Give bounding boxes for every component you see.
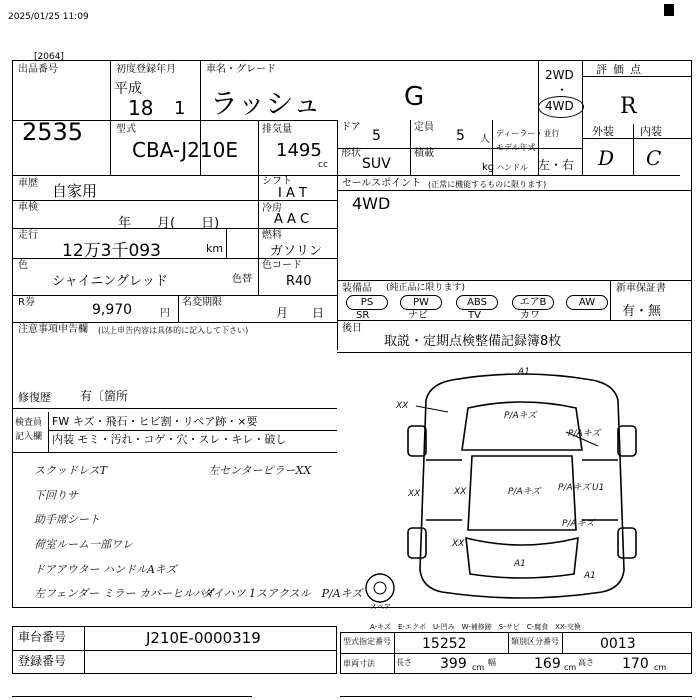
lot-number: 2535: [22, 118, 84, 146]
hand-note-6: 左フェンダー ミラー カバーヒルパイ: [34, 587, 216, 600]
vehicle-grade: G: [404, 82, 425, 112]
length-label: 長さ: [396, 658, 412, 667]
color-change-label: 色替: [232, 274, 252, 285]
inspector-row-1: FW キズ・飛石・ヒビ割・リペア跡・×要: [52, 415, 258, 428]
sales-point-value: 4WD: [352, 194, 391, 213]
timestamp: 2025/01/25 11:09: [8, 12, 89, 22]
dealer-label: ディーラー・並行: [496, 129, 560, 138]
registration-month: 1: [174, 98, 186, 119]
lot-label: 出品番号: [18, 64, 58, 75]
model-label: 型式: [116, 124, 136, 135]
repair-label: 修復歴: [18, 391, 51, 404]
mark-hood-pa: P/Aキズ: [504, 411, 537, 421]
exterior-label: 外装: [592, 125, 614, 138]
mark-left-rear-xx: XX: [452, 539, 465, 549]
drive-dot: ・: [556, 83, 569, 97]
mark-right-front-pa: P/Aキズ: [568, 429, 601, 439]
registration-year: 18: [128, 96, 154, 120]
inspection-value: 年 月( 日): [118, 216, 220, 231]
notes-label: 注意事項申告欄: [18, 324, 88, 335]
body-value: SUV: [362, 156, 391, 172]
fuel-label: 燃料: [262, 230, 282, 241]
doors-label: ドア: [341, 122, 361, 133]
damage-diagram: [352, 360, 688, 610]
hand-note-3: 助手席シート: [34, 513, 100, 526]
grade-value: R: [620, 94, 637, 119]
drive-4wd: 4WD: [545, 99, 574, 113]
warranty-value: 有・無: [622, 304, 662, 319]
equip-navi: ナビ: [408, 310, 428, 321]
dims-label: 車両寸法: [343, 659, 375, 668]
displacement-unit: cc: [318, 160, 328, 170]
recycle-label: R券: [18, 297, 35, 308]
height-value: 170: [622, 656, 649, 672]
inspector-label-1: 検査員: [15, 418, 43, 428]
sheet-number: [2064]: [34, 52, 64, 62]
class-label: 類別区分番号: [511, 637, 559, 646]
warranty-label: 新車保証書: [616, 283, 666, 294]
mark-right-door-pa: P/Aキズ: [558, 483, 591, 493]
chassis-value: J210E-0000319: [146, 629, 261, 647]
equip-tv: TV: [468, 310, 481, 321]
handle-label: ハンドル: [496, 163, 528, 172]
sales-point-label: セールスポイント: [342, 178, 422, 189]
history-value: 自家用: [52, 182, 98, 200]
corner-mark: [664, 4, 674, 16]
equip-leather: カワ: [520, 310, 540, 321]
hand-note-1: スクッドレスT: [34, 464, 108, 477]
spare-label: スペア: [370, 603, 391, 610]
mark-trunk-xx: A1: [514, 559, 526, 569]
width-label: 幅: [488, 658, 496, 667]
inspector-label-2: 記入欄: [15, 432, 43, 442]
displacement-value: 1495: [276, 140, 322, 161]
width-unit: cm: [564, 663, 577, 672]
model-code: CBA-J210E: [132, 138, 238, 162]
drive-2wd: 2WD: [545, 68, 574, 82]
height-unit: cm: [654, 663, 667, 672]
ownership-value: 月 日: [276, 306, 325, 320]
hand-note-4: 荷室ルーム一部ワレ: [34, 538, 133, 551]
cooling-label: 冷房: [262, 203, 282, 214]
handle-value: 左・右: [538, 158, 575, 172]
exterior-grade: D: [598, 146, 615, 170]
model-year-label: モデル年式: [496, 143, 536, 152]
equip-airbag: エアB: [512, 295, 554, 310]
hand-note-7: 左センターピラーXX: [208, 464, 312, 477]
hand-note-5: ドアアウター ハンドルAキズ: [34, 563, 177, 576]
fuel-value: ガソリン: [270, 244, 323, 259]
history-label: 車歴: [18, 178, 38, 189]
equip-sr: SR: [356, 310, 370, 321]
recycle-value: 9,970: [92, 302, 133, 318]
hand-note-8: ダイハツ 1スアクスル P/Aキズ: [202, 587, 363, 600]
equip-pw: PW: [400, 295, 442, 310]
height-label: 高さ: [578, 658, 594, 667]
vehicle-name: ラッシュ: [210, 87, 321, 120]
equip-abs: ABS: [456, 295, 498, 310]
equipment-label: 装備品: [342, 283, 372, 294]
damage-legend: A-キズ E-エクボ U-凹み W-補修跡 S-サビ C-腐食 XX-交換: [370, 623, 581, 631]
cooling-value: A A C: [274, 212, 310, 227]
chassis-label: 車台番号: [18, 630, 67, 644]
mark-left-front-xx: XX: [396, 401, 409, 411]
after-label: 後日: [342, 323, 362, 334]
designation-label: 型式指定番号: [343, 637, 391, 646]
equipment-note: (純正品に限ります): [386, 283, 466, 293]
capacity-value: 5: [456, 128, 465, 144]
color-code-value: R40: [286, 274, 312, 289]
inspector-row-2: 内装 モミ・汚れ・コゲ・穴・スレ・キレ・破し: [52, 433, 287, 446]
capacity-label: 定員: [414, 122, 434, 133]
capacity-unit: 人: [480, 134, 490, 145]
plate-label: 登録番号: [18, 654, 67, 668]
equip-aw: AW: [566, 295, 608, 310]
hand-note-2: 下回りサ: [34, 489, 78, 502]
mark-roof-pa: P/Aキズ: [508, 487, 541, 497]
mileage-value: 12万3千093: [62, 241, 161, 261]
designation-value: 15252: [422, 636, 467, 652]
interior-grade: C: [646, 146, 662, 170]
displacement-label: 排気量: [262, 124, 292, 135]
shift-label: シフト: [262, 176, 292, 187]
load-label: 積載: [414, 148, 434, 159]
registration-label: 初度登録年月: [116, 64, 176, 75]
notes-sub: (以上申告内容は具体的に記入して下さい): [98, 326, 249, 335]
body-label: 形状: [341, 148, 361, 159]
color-code-label: 色コード: [262, 260, 302, 271]
mileage-unit: km: [206, 242, 224, 255]
mark-rear-a1: A1: [584, 571, 596, 581]
recycle-unit: 円: [160, 308, 170, 319]
mark-front-a1: A1: [518, 367, 530, 377]
inspection-label: 車検: [18, 202, 38, 213]
sales-point-note: (正常に機能するものに限ります): [428, 180, 547, 189]
after-value: 取説・定期点検整備記録簿8枚: [384, 334, 562, 349]
color-label: 色: [18, 260, 28, 271]
mileage-label: 走行: [18, 230, 38, 241]
mark-right-rear-pa: P/Aキズ: [562, 519, 595, 529]
doors-value: 5: [372, 128, 381, 144]
grade-label: 評価点: [596, 63, 647, 76]
class-value: 0013: [600, 636, 636, 652]
width-value: 169: [534, 656, 561, 672]
shift-value: I A T: [278, 186, 307, 201]
mark-right-mid-u1: U1: [592, 483, 605, 493]
color-value: シャイニングレッド: [52, 274, 168, 289]
vehicle-label: 車名・グレード: [206, 64, 276, 75]
length-value: 399: [440, 656, 467, 672]
load-unit: kg: [482, 162, 495, 173]
interior-label: 内装: [640, 125, 662, 138]
registration-era: 平成: [114, 81, 142, 97]
length-unit: cm: [472, 663, 485, 672]
ownership-label: 名変期限: [182, 297, 222, 308]
equip-ps: PS: [346, 295, 388, 310]
repair-value: 有〔箇所: [80, 389, 129, 403]
mark-left-door-xx: XX: [408, 489, 421, 499]
mark-left-center-xx: XX: [454, 487, 467, 497]
